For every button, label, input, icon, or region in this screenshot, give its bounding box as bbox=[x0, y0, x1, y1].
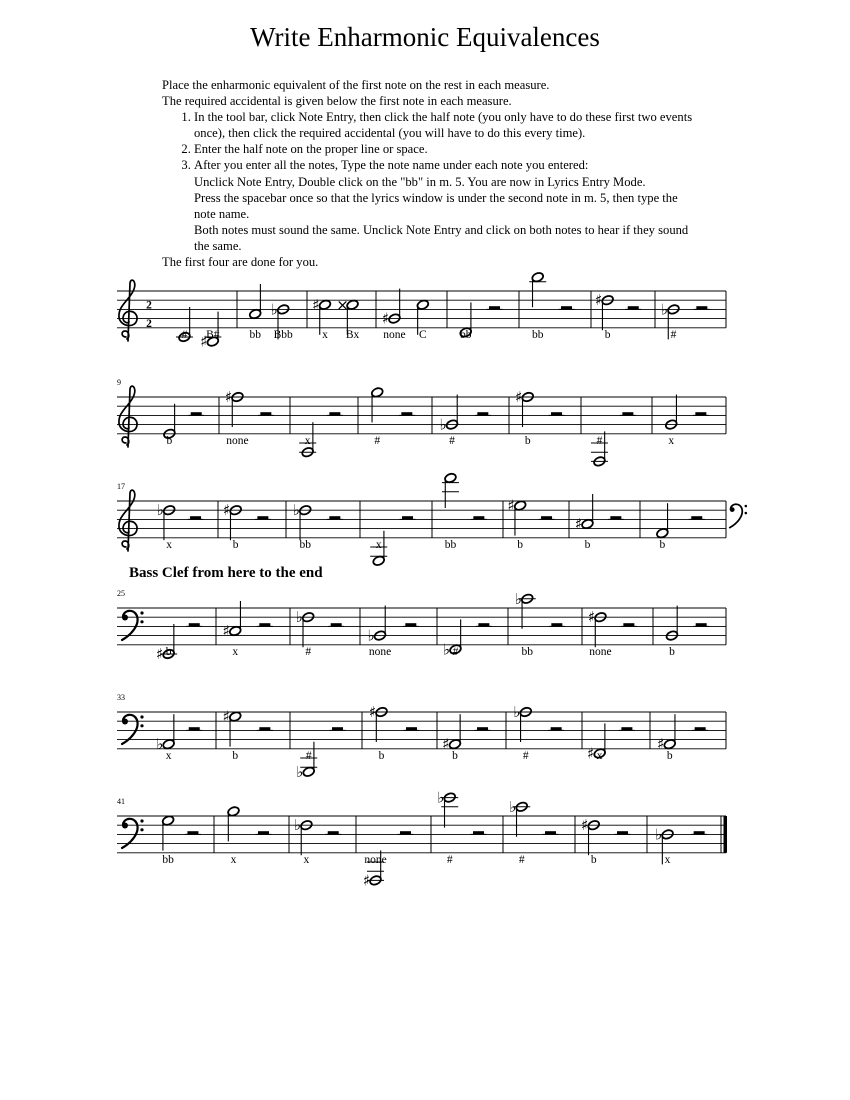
measure bbox=[655, 825, 707, 866]
lyric-text: x bbox=[303, 854, 310, 866]
lyric-text: # bbox=[449, 435, 455, 447]
lyric-text: bb bbox=[249, 329, 261, 341]
measure-number: 25 bbox=[117, 589, 125, 598]
lyric-text: b bbox=[232, 539, 239, 551]
treble-clef-icon bbox=[119, 386, 137, 447]
treble-clef-icon bbox=[119, 280, 137, 341]
sharp-icon: ♯ bbox=[368, 703, 377, 721]
sharp-icon: ♯ bbox=[224, 388, 233, 406]
lyric-text: none bbox=[589, 646, 612, 658]
measure bbox=[223, 501, 271, 551]
measure bbox=[443, 619, 492, 658]
lyric-text: b bbox=[604, 329, 611, 341]
doublesharp-icon: × bbox=[336, 295, 349, 314]
lyric-text: b bbox=[666, 750, 673, 762]
measure bbox=[529, 271, 574, 341]
instruction-step-2: 2. Enter the half note on the proper line or space. bbox=[194, 141, 702, 157]
flat-icon: ♭ bbox=[295, 608, 303, 627]
sharp-icon: ♯ bbox=[156, 645, 164, 663]
lyric-text: b bbox=[584, 539, 591, 551]
lyric-text: b bbox=[166, 435, 173, 447]
lyric-text: # bbox=[596, 435, 603, 447]
measure bbox=[459, 302, 502, 341]
sharp-icon: ♯ bbox=[587, 744, 595, 763]
measure bbox=[161, 815, 200, 866]
bass-clef-lower-dot bbox=[140, 724, 143, 727]
lyric-text: Bbb bbox=[273, 329, 293, 341]
measure bbox=[156, 623, 202, 663]
measure bbox=[227, 806, 272, 866]
bass-clef-upper-dot bbox=[140, 611, 143, 614]
flat-icon: ♭ bbox=[296, 762, 304, 781]
lyric-text: bb bbox=[444, 539, 457, 551]
bass-clef-lower-dot bbox=[140, 620, 143, 623]
flat-icon: ♭ bbox=[292, 501, 300, 520]
treble-clef-icon bbox=[119, 490, 137, 551]
sharp-icon: ♯ bbox=[223, 501, 231, 520]
lyric-text: # bbox=[452, 646, 459, 658]
instruction-step-3-line-3: Press the spacebar once so that the lyrics window is under the second note in m. 5, then type the note name. bbox=[194, 190, 678, 221]
measure bbox=[661, 300, 710, 341]
lyric-text: b bbox=[232, 750, 239, 762]
sharp-icon: ♯ bbox=[222, 622, 230, 640]
measure bbox=[515, 590, 565, 658]
bass-clef-upper-dot bbox=[140, 819, 143, 822]
lyric-text: x bbox=[668, 435, 675, 447]
time-signature-numerator: 2 bbox=[146, 299, 152, 312]
sharp-icon: ♯ bbox=[362, 871, 371, 890]
lyric-text: x bbox=[304, 435, 311, 447]
sharp-icon: ♯ bbox=[381, 309, 390, 328]
flat-icon: ♭ bbox=[660, 300, 668, 319]
sharp-icon: ♯ bbox=[312, 295, 320, 314]
measure bbox=[223, 708, 273, 762]
measure bbox=[163, 404, 204, 447]
measure bbox=[370, 516, 415, 566]
lyric-text: b bbox=[165, 646, 172, 658]
lyric-text: b bbox=[669, 646, 675, 658]
staff-system bbox=[117, 589, 726, 663]
lyric-text: x bbox=[322, 329, 328, 341]
flat-icon: ♭ bbox=[514, 589, 522, 608]
lyric-text: x bbox=[166, 539, 173, 551]
measure bbox=[509, 798, 558, 866]
bass-clef-upper-dot bbox=[140, 715, 143, 718]
lyric-text: bb bbox=[299, 539, 311, 551]
sharp-icon: ♯ bbox=[587, 608, 596, 627]
bass-clef-icon bbox=[730, 504, 747, 527]
lyric-text: # bbox=[181, 329, 188, 341]
flat-icon: ♭ bbox=[156, 735, 164, 754]
lyric-text: b bbox=[524, 435, 531, 447]
measure bbox=[508, 497, 555, 551]
flat-icon: ♭ bbox=[437, 788, 445, 807]
measure bbox=[371, 387, 415, 447]
measure bbox=[176, 307, 221, 351]
measure-number: 17 bbox=[117, 482, 125, 491]
lyric-text: none bbox=[226, 435, 249, 447]
lyric-text: # bbox=[522, 750, 529, 762]
instruction-intro-2: The required accidental is given below the first note in each measure. bbox=[162, 94, 512, 109]
lyric-text: bb bbox=[459, 329, 472, 341]
lyric-text: C bbox=[419, 329, 427, 341]
measure bbox=[296, 608, 345, 658]
lyric-text: Bx bbox=[345, 329, 360, 341]
sharp-icon: ♯ bbox=[442, 735, 450, 754]
lyric-text: # bbox=[305, 750, 312, 762]
measure-number: 9 bbox=[117, 378, 121, 387]
lyric-text: none bbox=[383, 329, 406, 341]
measure bbox=[293, 501, 343, 551]
lyric-text: # bbox=[374, 435, 381, 447]
measure bbox=[382, 289, 430, 341]
lyric-text: b bbox=[378, 750, 385, 762]
final-barline bbox=[724, 816, 728, 853]
measure bbox=[581, 816, 630, 866]
staff-system bbox=[117, 472, 747, 566]
lyric-text: B# bbox=[206, 329, 220, 341]
sharp-icon: ♯ bbox=[574, 515, 583, 533]
bass-clef-lower-dot bbox=[745, 512, 748, 515]
lyric-text: b bbox=[452, 750, 458, 762]
lyric-text: # bbox=[670, 329, 677, 341]
bass-clef-curve bbox=[730, 504, 742, 527]
measure bbox=[442, 472, 487, 551]
flat-icon: ♭ bbox=[442, 640, 450, 659]
bass-clef-heading: Bass Clef from here to the end bbox=[129, 565, 323, 581]
lyric-text: b bbox=[659, 539, 666, 551]
measure-number: 41 bbox=[117, 797, 125, 806]
measure bbox=[575, 494, 624, 551]
flat-icon: ♭ bbox=[270, 300, 278, 319]
page-title: Write Enharmonic Equivalences bbox=[250, 22, 600, 52]
sharp-icon: ♯ bbox=[581, 816, 589, 835]
instruction-step-3-line-4: Both notes must sound the same. Unclick Note Entry and click on both notes to hear if they sound the same. bbox=[194, 222, 689, 253]
flat-icon: ♭ bbox=[156, 501, 164, 520]
lyric-text: x bbox=[230, 854, 237, 866]
lyric-text: # bbox=[305, 646, 312, 658]
sharp-icon: ♯ bbox=[200, 332, 208, 351]
lyric-text: bb bbox=[521, 646, 533, 658]
measure bbox=[591, 412, 636, 467]
lyric-text: x bbox=[664, 854, 671, 866]
flat-icon: ♭ bbox=[367, 626, 375, 645]
measure bbox=[665, 395, 709, 447]
measure bbox=[439, 395, 490, 447]
flat-icon: ♭ bbox=[293, 816, 301, 835]
measure bbox=[595, 291, 641, 341]
lyric-text: bb bbox=[531, 329, 544, 341]
sharp-icon: ♯ bbox=[515, 388, 523, 406]
measure bbox=[249, 284, 293, 341]
instruction-step-3-line-2: Unclick Note Entry, Double click on the "bb" in m. 5. You are now in Lyrics Entry Mode. bbox=[194, 174, 646, 189]
measure bbox=[157, 501, 204, 551]
instruction-outro: The first four are done for you. bbox=[162, 255, 319, 270]
flat-icon: ♭ bbox=[509, 797, 517, 816]
lyric-text: # bbox=[518, 854, 525, 866]
bass-clef-lower-dot bbox=[140, 828, 143, 831]
flat-icon: ♭ bbox=[513, 703, 521, 721]
instruction-step-1: 1. In the tool bar, click Note Entry, then click the half note (you only have to do these first two events once), then click the required accidental (you will have to do this every time). bbox=[194, 109, 702, 141]
measure bbox=[437, 789, 486, 866]
lyric-text: b bbox=[517, 539, 524, 551]
lyric-text: none bbox=[368, 646, 392, 658]
bass-clef-upper-dot bbox=[745, 505, 748, 508]
lyric-text: x bbox=[165, 750, 172, 762]
lyric-text: x bbox=[596, 750, 603, 762]
measure bbox=[587, 723, 635, 762]
lyric-text: bb bbox=[162, 854, 174, 866]
measure bbox=[367, 606, 418, 658]
staff-system bbox=[117, 271, 726, 350]
flat-icon: ♭ bbox=[655, 825, 663, 844]
sharp-icon: ♯ bbox=[657, 735, 665, 754]
lyric-text: x bbox=[375, 539, 382, 551]
measure bbox=[223, 601, 273, 658]
measure bbox=[665, 606, 709, 658]
measure bbox=[588, 608, 637, 658]
flat-icon: ♭ bbox=[439, 415, 447, 434]
time-signature-denominator: 2 bbox=[146, 317, 152, 330]
measure bbox=[363, 831, 414, 889]
measure bbox=[294, 816, 341, 866]
measure-number: 33 bbox=[117, 693, 125, 702]
lyric-text: none bbox=[364, 854, 387, 866]
lyric-text: x bbox=[232, 646, 239, 658]
staff-system bbox=[117, 693, 726, 781]
staff-system bbox=[117, 378, 726, 467]
staff-system bbox=[117, 789, 727, 890]
sharp-icon: ♯ bbox=[507, 496, 515, 515]
measure bbox=[299, 412, 343, 458]
sharp-icon: ♯ bbox=[222, 707, 230, 726]
lyric-text: b bbox=[590, 854, 597, 866]
sharp-icon: ♯ bbox=[595, 291, 603, 310]
lyric-text: # bbox=[446, 854, 453, 866]
instruction-intro-1: Place the enharmonic equivalent of the first note on the rest in each measure. bbox=[162, 78, 550, 92]
measure bbox=[296, 727, 345, 781]
instruction-step-3-line-1: 3. After you enter all the notes, Type the note name under each note you entered: bbox=[194, 158, 589, 173]
